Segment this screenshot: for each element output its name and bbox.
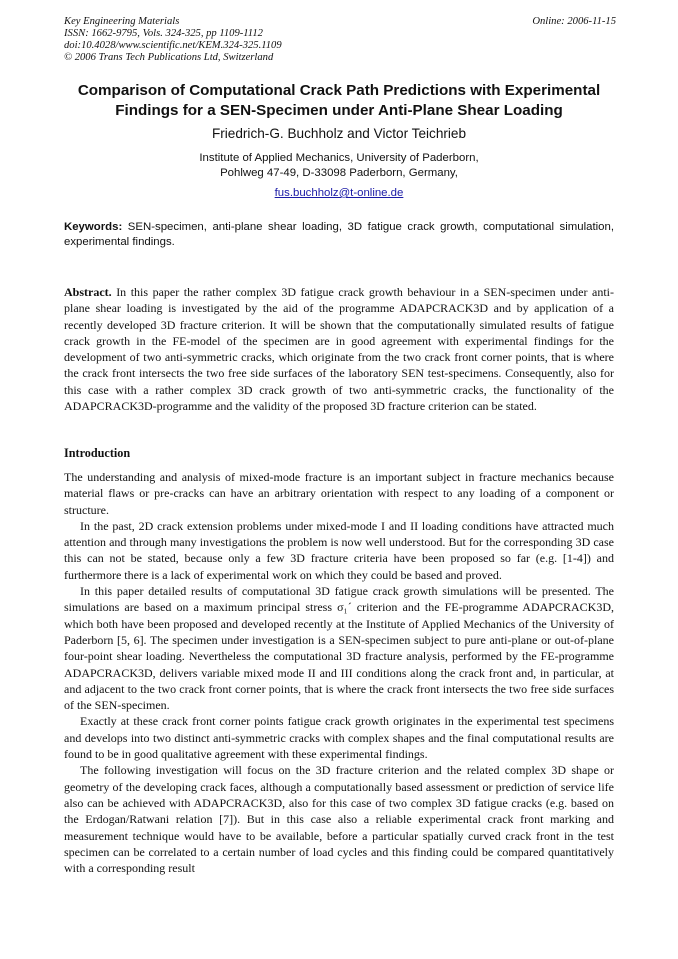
abstract-text: In this paper the rather complex 3D fatigue crack growth behaviour in a SEN-specimen under anti-plane shear loading is investigated by the aid of the programme ADAPCRACK3D and by application of a recently developed 3D fracture criterion. It will be shown that the computationally simulated results of fatigue crack growth in the FE-model of the specimen are in good agreement with experimental findings for the development of two anti-symmetric cracks, which originate from the two crack front corner points, that is where the crack front intersects the two free side surfaces of the laboratory SEN test-specimens. Consequently, also for this case with a rather complex 3D crack growth of two anti-symmetric cracks, the functionality of the ADAPCRACK3D-programme and the validity of the proposed 3D fracture criterion can be stated. bbox=[64, 285, 614, 414]
affiliation-line-1: Institute of Applied Mechanics, University of Paderborn, bbox=[199, 152, 479, 164]
online-date: Online: 2006-11-15 bbox=[532, 16, 616, 27]
abstract-label: Abstract. bbox=[64, 285, 112, 299]
affiliation-line-2: Pohlweg 47-49, D-33098 Paderborn, Germany, bbox=[220, 167, 458, 179]
paper-authors: Friedrich-G. Buchholz and Victor Teichrieb bbox=[211, 126, 467, 141]
journal-name: Key Engineering Materials bbox=[64, 16, 180, 27]
issn-line: ISSN: 1662-9795, Vols. 324-325, pp 1109-1112 bbox=[64, 28, 263, 39]
affiliation bbox=[64, 151, 614, 181]
keywords-label: Keywords: bbox=[64, 221, 123, 233]
keywords-text: SEN-specimen, anti-plane shear loading, 3D fatigue crack growth, computational simulation, experimental findings. bbox=[64, 221, 614, 248]
keywords bbox=[64, 220, 614, 250]
email-link[interactable]: fus.buchholz@t-online.de bbox=[274, 187, 404, 199]
intro-paragraph-3: In this paper detailed results of computational 3D fatigue crack growth simulations will be presented. The simulations are based on a maximum principal stress σ₁´ criterion and the FE-programme ADAPCRACK3D, which both have been proposed and developed recently at the Institute of Applied Mechanics of the University of Paderborn [5, 6]. The specimen under investigation is a SEN-specimen subject to pure anti-plane or out-of-plane four-point shear loading. Nevertheless the computational 3D fracture analysis, performed by the FE-programme ADAPCRACK3D, delivers variable mixed mode II and III conditions along the crack front and, in particular, at and adjacent to the two crack front corner points, that is where the crack front intersects the two free side surfaces of the SEN-specimen. bbox=[64, 584, 614, 713]
intro-paragraph-1: The understanding and analysis of mixed-mode fracture is an important subject in fracture mechanics because material flaws or pre-cracks can have an arbitrary orientation with respect to any loading of a component or structure. bbox=[64, 470, 614, 517]
intro-paragraph-5: The following investigation will focus on the 3D fracture criterion and the related complex 3D shape or geometry of the developing crack faces, although a computationally based assessment or prediction of service life also can be achieved with ADAPCRACK3D, also for this case of two complex 3D fatigue cracks (e.g. based on the Erdogan/Ratwani relation [7]). But in this case also a reliable experimental crack front marking and measurement technique would have to be available, before a particular spatially curved crack front in the test specimen can be correlated to a certain number of load cycles and this finding could be compared quantitatively with a corresponding result bbox=[64, 763, 614, 876]
section-heading-introduction: Introduction bbox=[64, 446, 131, 460]
paper-title: Comparison of Computational Crack Path Predictions with Experimental Findings for a SEN-Specimen under Anti-Plane Shear Loading bbox=[77, 82, 601, 119]
introduction-body bbox=[64, 469, 614, 876]
intro-paragraph-2: In the past, 2D crack extension problems under mixed-mode I and II loading conditions have attracted much attention and through many investigations the problem is now well understood. But for the corresponding 3D case this can not be stated, because only a few 3D fracture criteria have been proposed so far (e.g. [1-4]) and furthermore there is a lack of experimental work on which they could be based and proved. bbox=[64, 518, 614, 582]
journal-header bbox=[64, 16, 616, 64]
intro-paragraph-4: Exactly at these crack front corner points fatigue crack growth originates in the experimental test specimens and develops into two distinct anti-symmetric cracks with complex shapes and the final computational results are found to be in good qualitative agreement with these experimental findings. bbox=[64, 714, 614, 762]
copyright-line: © 2006 Trans Tech Publications Ltd, Switzerland bbox=[64, 52, 274, 63]
abstract bbox=[64, 284, 614, 414]
doi-line: doi:10.4028/www.scientific.net/KEM.324-325.1109 bbox=[64, 40, 282, 51]
author-email bbox=[64, 186, 614, 201]
